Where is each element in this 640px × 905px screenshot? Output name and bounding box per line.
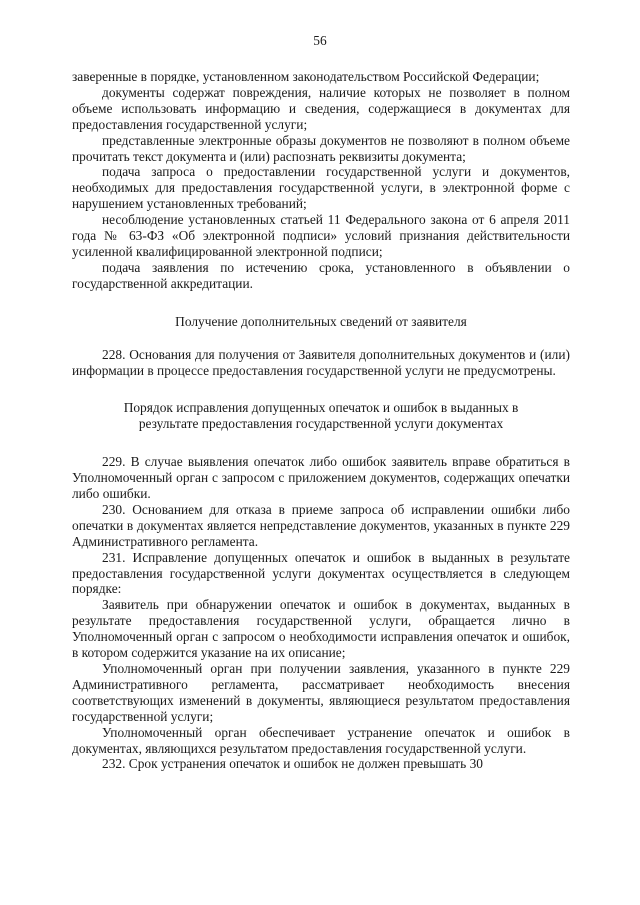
paragraph: заверенные в порядке, установленном законодательством Российской Федерации; bbox=[72, 69, 540, 84]
paragraph-230: 230. Основанием для отказа в приеме запроса об исправлении ошибки либо опечатки в документах является непредставление документов, указанных в пункте 229 Административного регламента. bbox=[72, 501, 570, 549]
page-content bbox=[72, 69, 570, 772]
paragraph: документы содержат повреждения, наличие которых не позволяет в полном объеме использовать информацию и сведения, содержащиеся в документах для предоставления государственной услуги; bbox=[72, 84, 570, 132]
paragraph: подача запроса о предоставлении государственной услуги и документов, необходимых для предоставления государственной услуги, в электронной форме с нарушением установленных требований; bbox=[72, 164, 570, 212]
section-heading: Получение дополнительных сведений от заявителя bbox=[175, 313, 467, 329]
section-heading-line-1: Порядок исправления допущенных опечаток и ошибок в выданных в bbox=[123, 400, 519, 416]
paragraph-231: 231. Исправление допущенных опечаток и ошибок в выданных в результате предоставления государственной услуги документах осуществляется в следующем порядке: bbox=[72, 549, 570, 597]
paragraph-231-item: Уполномоченный орган при получении заявления, указанного в пункте 229 Административного регламента, рассматривает необходимость внесения соответствующих изменений в документы, являющиеся результатом предоставления государственной услуги; bbox=[72, 661, 570, 724]
paragraph: подача заявления по истечению срока, установленного в объявлении о государственной аккредитации. bbox=[72, 259, 570, 291]
paragraph-232: 232. Срок устранения опечаток и ошибок не должен превышать 30 bbox=[102, 756, 484, 772]
section-heading-line-2: результате предоставления государственной услуги документах bbox=[138, 416, 504, 432]
paragraph: несоблюдение установленных статьей 11 Федерального закона от 6 апреля 2011 года № 63-ФЗ «Об электронной подписи» условий признания действительности усиленной квалифицированной электронной подписи; bbox=[72, 212, 570, 259]
page-number: 56 bbox=[313, 33, 327, 48]
paragraph-229: 229. В случае выявления опечаток либо ошибок заявитель вправе обратиться в Уполномоченный орган с запросом с приложением документов, содержащих опечатки либо ошибки. bbox=[72, 454, 570, 502]
paragraph-228: 228. Основания для получения от Заявителя дополнительных документов и (или) информации в процессе предоставления государственной услуги не предусмотрены. bbox=[72, 346, 570, 378]
paragraph: представленные электронные образы документов не позволяют в полном объеме прочитать текст документа и (или) распознать реквизиты документа; bbox=[72, 132, 570, 164]
paragraph-231-item: Уполномоченный орган обеспечивает устранение опечаток и ошибок в документах, являющихся результатом предоставления государственной услуги. bbox=[72, 724, 570, 756]
paragraph-231-item: Заявитель при обнаружении опечаток и ошибок в документах, выданных в результате предоставления государственной услуги, обращается лично в Уполномоченный орган с запросом о необходимости исправления опечаток и ошибок, в котором содержится указание на их описание; bbox=[72, 597, 570, 661]
